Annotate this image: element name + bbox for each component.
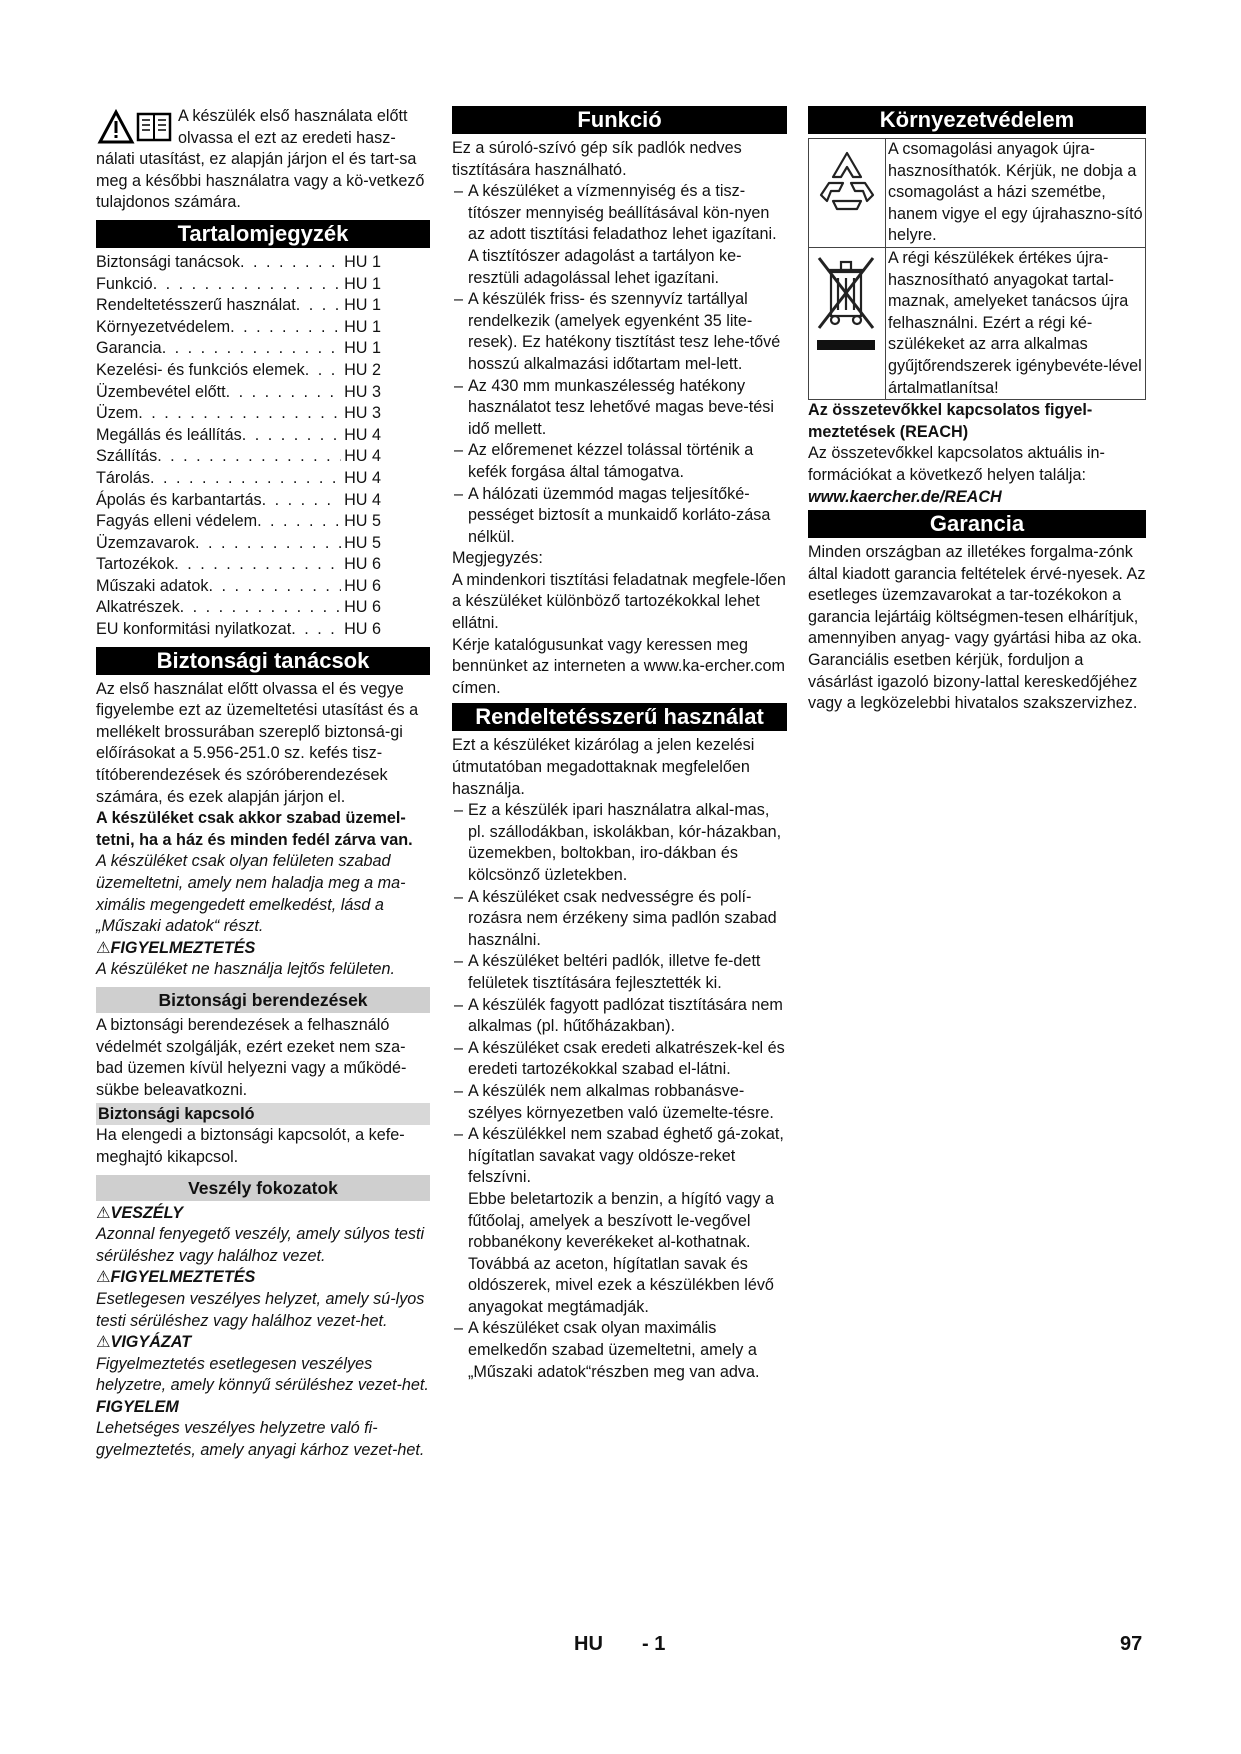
notice-label: FIGYELEM — [96, 1397, 179, 1416]
footer-section-page: - 1 — [642, 1633, 666, 1655]
toc-page: HU 1 — [344, 339, 381, 358]
safety-switch-heading: Biztonsági kapcsoló — [96, 1103, 430, 1125]
toc-row[interactable] — [96, 619, 381, 641]
warning-triangle-icon: ⚠ — [96, 1333, 111, 1352]
list-item: – A készüléket csak olyan maximális emelkedőn szabad üzemeltetni, amely a „Műszaki adatok“részben meg van adva. — [452, 1318, 787, 1383]
column-middle — [452, 106, 787, 1383]
toc-row[interactable] — [96, 252, 381, 274]
toc-row[interactable] — [96, 511, 381, 533]
safety-heading: Biztonsági tanácsok — [96, 647, 430, 675]
weee-text: A régi készülékek értékes újra-hasznosítható anyagokat tartal-maznak, amelyeket tanácsos újra felhasználni. Ezért a régi ké-szülékeket az arra alkalmas gyűjtőrendszerek igénybevéte-lével ártalmatlanítsa! — [888, 248, 1142, 397]
intro-icons — [96, 106, 176, 146]
reach-text: Az összetevőkkel kapcsolatos aktuális in-formációkat a következő helyen találja: — [808, 444, 1105, 484]
toc-title: Tárolás — [96, 468, 150, 487]
caution-label: ⚠VIGYÁZAT — [96, 1332, 430, 1354]
toc-leader — [157, 446, 341, 468]
toc-title: Kezelési- és funkciós elemek — [96, 360, 305, 379]
caution-text: Figyelmeztetés esetlegesen veszélyes helyzetre, amely könnyű sérüléshez vezet-het. — [96, 1354, 429, 1395]
toc-leader — [195, 533, 341, 555]
intended-use-intro: Ezt a készüléket kizárólag a jelen kezelési útmutatóban megadottaknak megfelelően használja. — [452, 736, 755, 798]
toc-title: Biztonsági tanácsok — [96, 252, 240, 271]
toc-title: Üzembevétel előtt — [96, 382, 226, 401]
toc-row[interactable] — [96, 360, 381, 382]
list-item: – Az 430 mm munkaszélesség hatékony használatot tesz lehetővé magas beve-tési idő mellett. — [452, 376, 787, 441]
toc-title: Alkatrészek — [96, 598, 180, 617]
toc-leader — [296, 295, 341, 317]
toc-page: HU 4 — [344, 490, 381, 509]
toc-title: EU konformitási nyilatkozat — [96, 620, 292, 639]
column-left — [96, 106, 430, 1462]
recycle-box — [808, 138, 1146, 248]
toc-title: Üzemzavarok — [96, 533, 195, 552]
notice-text: Lehetséges veszélyes helyzetre való fi-gyelmeztetés, amely anyagi kárhoz vezet-het. — [96, 1419, 425, 1460]
toc-row[interactable] — [96, 317, 381, 339]
toc-row[interactable] — [96, 295, 381, 317]
recycle-icon-cell — [809, 139, 886, 247]
recycle-icon — [809, 139, 885, 223]
list-item: – A készülék fagyott padlózat tisztítására nem alkalmas (pl. hűtőházakban). — [452, 995, 787, 1038]
toc-page: HU 1 — [344, 317, 381, 336]
toc-row[interactable] — [96, 576, 381, 598]
column-right — [808, 106, 1146, 715]
warning-label: ⚠FIGYELMEZTETÉS — [96, 938, 430, 960]
toc-leader — [174, 554, 341, 576]
weee-box — [808, 248, 1146, 400]
safety-bold-note: A készüléket csak akkor szabad üzemel-tetni, ha a ház és minden fedél zárva van. — [96, 809, 413, 849]
toc-page: HU 1 — [344, 252, 381, 271]
danger-label: ⚠VESZÉLY — [96, 1203, 430, 1225]
toc-page: HU 4 — [344, 447, 381, 466]
toc-page: HU 4 — [344, 425, 381, 444]
warning2-text: Esetlegesen veszélyes helyzet, amely sú-lyos testi sérüléshez vagy halálhoz vezet-het. — [96, 1289, 425, 1330]
toc-title: Üzem — [96, 404, 139, 423]
toc-leader — [257, 511, 341, 533]
intro-line-2: olvassa el ezt az eredeti hasz- — [178, 128, 396, 147]
toc-title: Rendeltetésszerű használat — [96, 296, 296, 315]
danger-text: Azonnal fenyegető veszély, amely súlyos testi sérüléshez vagy halálhoz vezet. — [96, 1225, 425, 1265]
footer-language: HU — [574, 1633, 603, 1655]
list-item: – A készüléket csak nedvességre és polí-rozásra nem érzékeny sima padlón szabad használni. — [452, 887, 787, 952]
toc-row[interactable] — [96, 446, 381, 468]
intro-notice — [96, 106, 430, 214]
list-item: – A készüléket a vízmennyiség és a tisz-títószer mennyiség beállításával kön-nyen az adott tisztítási feladathoz lehet igazítani. A tisztítószer adagolást a tartályon ke-resztüli adagolással lehet igazítani. — [452, 181, 787, 289]
toc-page: HU 6 — [344, 576, 381, 595]
toc-row[interactable] — [96, 597, 381, 619]
note-label: Megjegyzés: — [452, 549, 543, 568]
warning2-label: ⚠FIGYELMEZTETÉS — [96, 1267, 430, 1289]
list-item: – A készülékkel nem szabad éghető gá-zokat, hígítatlan savakat vagy oldósze-reket felszívni. Ebbe beletartozik a benzin, a hígító vagy a fűtőolaj, amelyek a beszívott le-vegővel robbanékony keverékeket al-kothatnak. Továbbá az aceton, hígítatlan savak és oldószerek, mivel ezek a készülékben lévő anyagokat megtámadják. — [452, 1124, 787, 1318]
warning-triangle-icon: ⚠ — [96, 938, 111, 957]
intended-use-list — [452, 800, 787, 1383]
toc-leader — [180, 597, 341, 619]
warning-triangle-icon: ⚠ — [96, 1203, 111, 1222]
toc-leader — [208, 576, 341, 598]
toc-page: HU 5 — [344, 533, 381, 552]
list-item: – A készülék nem alkalmas robbanásve-szélyes környezetben való üzemelte-tésre. — [452, 1081, 787, 1124]
list-item: – A hálózati üzemmód magas teljesítőké-pességet biztosít a munkaidő korláto-zása nélkül. — [452, 484, 787, 549]
warning-manual-icon — [96, 106, 176, 146]
toc-title: Tartozékok — [96, 555, 175, 574]
toc-row[interactable] — [96, 425, 381, 447]
toc-page: HU 1 — [344, 274, 381, 293]
toc-page: HU 6 — [344, 598, 381, 617]
warning-text: A készüléket ne használja lejtős felületen. — [96, 960, 396, 979]
toc-row[interactable] — [96, 274, 381, 296]
toc-row[interactable] — [96, 382, 381, 404]
toc-title: Szállítás — [96, 447, 158, 466]
toc-title: Ápolás és karbantartás — [96, 490, 262, 509]
toc-row[interactable] — [96, 468, 381, 490]
function-item-extra: A tisztítószer adagolást a tartályon ke-resztüli adagolással lehet igazítani. — [468, 246, 742, 287]
warning-triangle-icon: ⚠ — [96, 1268, 111, 1287]
function-intro: Ez a súroló-szívó gép sík padlók nedves tisztítására használható. — [452, 139, 742, 179]
note-text: A mindenkori tisztítási feladatnak megfele-lően a készüléket különböző tartozékokkal lehet ellátni. — [452, 570, 786, 633]
toc-page: HU 6 — [344, 555, 381, 574]
toc-heading: Tartalomjegyzék — [96, 220, 430, 248]
list-item: – A készüléket csak eredeti alkatrészek-kel és eredeti tartozékokkal szabad el-látni. — [452, 1038, 787, 1081]
warranty-heading: Garancia — [808, 510, 1146, 538]
toc-leader — [240, 252, 341, 274]
toc-leader — [150, 468, 341, 490]
toc-page: HU 2 — [344, 360, 381, 379]
toc-title: Funkció — [96, 274, 153, 293]
toc-page: HU 3 — [344, 382, 381, 401]
list-item: – A készülék friss- és szennyvíz tartállyal rendelkezik (amelyek egyenként 35 lite-resek). Ez hatékony tisztítást tesz lehe-tővé hosszú alkalmazási időtartam mel-lett. — [452, 289, 787, 375]
toc-row[interactable] — [96, 338, 381, 360]
toc-leader — [138, 403, 341, 425]
toc-title: Műszaki adatok — [96, 576, 209, 595]
safety-switch-text: Ha elengedi a biztonsági kapcsolót, a kefe-meghajtó kikapcsol. — [96, 1126, 405, 1166]
reach-link[interactable]: www.kaercher.de/REACH — [808, 487, 1002, 506]
footer-page-number: 97 — [1120, 1633, 1143, 1655]
function-heading: Funkció — [452, 106, 787, 134]
toc-leader — [230, 317, 341, 339]
safety-italic-note: A készüléket csak olyan felületen szabad üzemeltetni, amely nem haladja meg a ma-ximális megengedett emelkedést, lásd a „Műszaki adatok“ részt. — [96, 852, 406, 936]
toc-row[interactable] — [96, 490, 381, 512]
toc-leader — [242, 425, 341, 447]
safety-devices-heading: Biztonsági berendezések — [96, 987, 430, 1013]
toc-page: HU 3 — [344, 404, 381, 423]
toc-row[interactable] — [96, 403, 381, 425]
intro-text: nálati utasítást, ez alapján járjon el és tart-sa meg a későbbi használatra vagy a kö-vetkező tulajdonos számára. — [96, 150, 425, 212]
toc-row[interactable] — [96, 554, 381, 576]
toc-page: HU 1 — [344, 296, 381, 315]
toc-title: Garancia — [96, 339, 162, 358]
toc-leader — [291, 619, 341, 641]
danger-levels-heading: Veszély fokozatok — [96, 1175, 430, 1201]
toc-page: HU 4 — [344, 468, 381, 487]
intended-use-heading: Rendeltetésszerű használat — [452, 703, 787, 731]
weee-icon-cell — [809, 248, 886, 399]
toc-title: Megállás és leállítás — [96, 425, 242, 444]
list-item: – Ez a készülék ipari használatra alkal-mas, pl. szállodákban, iskolákban, kór-házakban, üzemekben, boltokban, iro-dákban és kölcsönző üzletekben. — [452, 800, 787, 886]
intended-item-extra: Ebbe beletartozik a benzin, a hígító vagy a fűtőolaj, amelyek a beszívott le-vegővel robbanékony keverékeket al-kothatnak. Továbbá az aceton, hígítatlan savak és oldószerek, mivel ezek a készülékben lévő anyagokat megtámadják. — [468, 1189, 774, 1316]
toc-leader — [305, 360, 341, 382]
list-item: – A készüléket beltéri padlók, illetve fe-dett felületek tisztítására fejlesztették ki. — [452, 951, 787, 994]
toc-leader — [153, 274, 341, 296]
table-of-contents — [96, 252, 381, 641]
list-item: – Az előremenet kézzel tolással történik a kefék forgása által támogatva. — [452, 440, 787, 483]
toc-row[interactable] — [96, 533, 381, 555]
environment-heading: Környezetvédelem — [808, 106, 1146, 134]
toc-leader — [226, 382, 342, 404]
function-list — [452, 181, 787, 548]
intro-line-1: A készülék első használata előtt — [178, 107, 408, 125]
toc-page: HU 5 — [344, 512, 381, 531]
toc-page: HU 6 — [344, 620, 381, 639]
toc-title: Fagyás elleni védelem — [96, 512, 258, 531]
toc-leader — [162, 338, 341, 360]
reach-heading: Az összetevőkkel kapcsolatos figyel-meztetések (REACH) — [808, 401, 1093, 441]
crossed-bin-icon — [809, 248, 885, 376]
recycle-text: A csomagolási anyagok újra-hasznosíthatók. Kérjük, ne dobja a csomagolást a házi szemétbe, hanem vigye el egy újrahaszno-sító helyre. — [888, 140, 1143, 245]
toc-title: Környezetvédelem — [96, 317, 231, 336]
safety-devices-text: A biztonsági berendezések a felhasználó védelmét szolgálják, ezért ezeket nem sza-bad üzemen kívül helyezni vagy a működé-sükbe beleavatkozni. — [96, 1015, 407, 1099]
safety-paragraph: Az első használat előtt olvassa el és vegye figyelembe ezt az üzemeltetési utasítást és a mellékelt brossurában szereplő biztonsá-gi előírásokat a 5.956-251.0 sz. kefés tisz-títóberendezések és szóróberendezések számára, és ezek alapján járjon el. — [96, 679, 419, 806]
warranty-text: Minden országban az illetékes forgalma-zónk által kiadott garancia feltételek érvé-nyesek. Az esetleges üzemzavarokat a tar-tozékokon a garancia lejártáig költségmen-tesen elhárítjuk, amennyiben anyag- vagy gyártási hiba az oka. Garanciális esetben kérjük, forduljon a vásárlást igazoló bizony-lattal kereskedőjéhez vagy a legközelebbi hivatalos szakszervizhez. — [808, 543, 1146, 713]
catalog-text: Kérje katalógusunkat vagy keressen meg bennünket az interneten a www.ka-ercher.com címen. — [452, 635, 785, 697]
toc-leader — [262, 490, 342, 512]
